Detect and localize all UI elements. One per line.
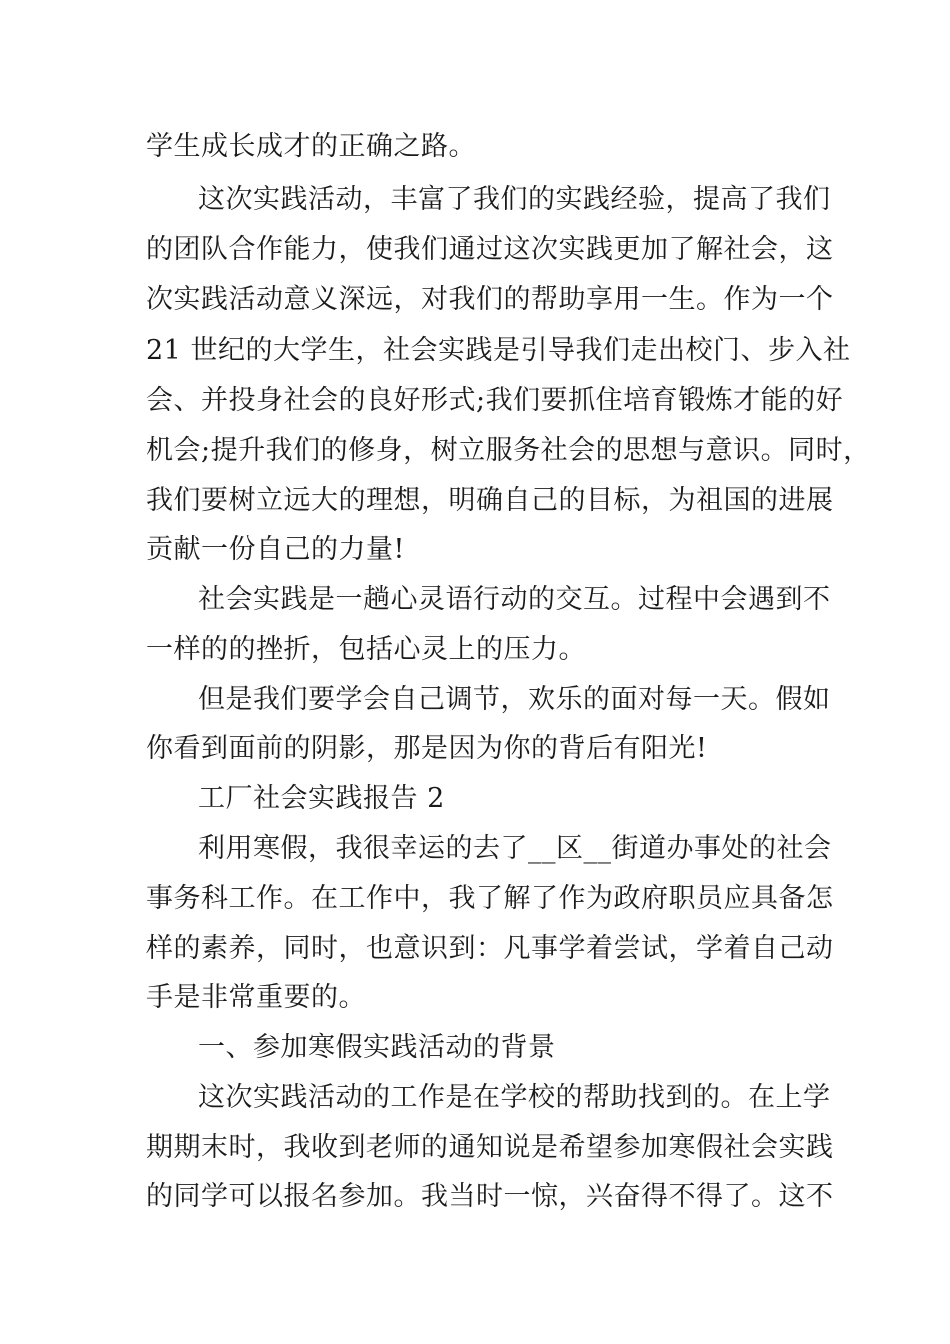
- section-heading: 工厂社会实践报告 2: [198, 783, 445, 814]
- paragraph-first-line: 社会实践是一趟心灵语行动的交互。过程中会遇到不: [198, 584, 831, 615]
- text-line: 次实践活动意义深远，对我们的帮助享用一生。作为一个: [146, 284, 834, 315]
- text-line: 机会;提升我们的修身，树立服务社会的思想与意识。同时，: [146, 435, 871, 466]
- text-line: 贡献一份自己的力量!: [146, 534, 405, 565]
- text-line: 会、并投身社会的良好形式;我们要抓住培育锻炼才能的好: [146, 385, 844, 416]
- paragraph-first-line: 但是我们要学会自己调节，欢乐的面对每一天。假如: [198, 684, 831, 715]
- text-line: 你看到面前的阴影，那是因为你的背后有阳光!: [146, 733, 708, 764]
- text-line: 21 世纪的大学生，社会实践是引导我们走出校门、步入社: [146, 335, 851, 366]
- text-line: 学生成长成才的正确之路。: [146, 131, 476, 162]
- text-line: 一样的的挫折，包括心灵上的压力。: [146, 634, 586, 665]
- text-line: 期期末时，我收到老师的通知说是希望参加寒假社会实践: [146, 1132, 834, 1163]
- text-line: 的团队合作能力，使我们通过这次实践更加了解社会，这: [146, 234, 834, 265]
- text-line: 的同学可以报名参加。我当时一惊，兴奋得不得了。这不: [146, 1181, 834, 1212]
- paragraph-first-line: 这次实践活动，丰富了我们的实践经验，提高了我们: [198, 184, 831, 215]
- subsection-heading: 一、参加寒假实践活动的背景: [198, 1032, 556, 1063]
- text-line: 样的素养，同时，也意识到：凡事学着尝试，学着自己动: [146, 933, 834, 964]
- text-line: 事务科工作。在工作中，我了解了作为政府职员应具备怎: [146, 883, 834, 914]
- paragraph-first-line: 这次实践活动的工作是在学校的帮助找到的。在上学: [198, 1082, 831, 1113]
- text-line: 手是非常重要的。: [146, 982, 366, 1013]
- paragraph-first-line: 利用寒假，我很幸运的去了__区__街道办事处的社会: [198, 833, 832, 864]
- text-line: 我们要树立远大的理想，明确自己的目标，为祖国的进展: [146, 485, 834, 516]
